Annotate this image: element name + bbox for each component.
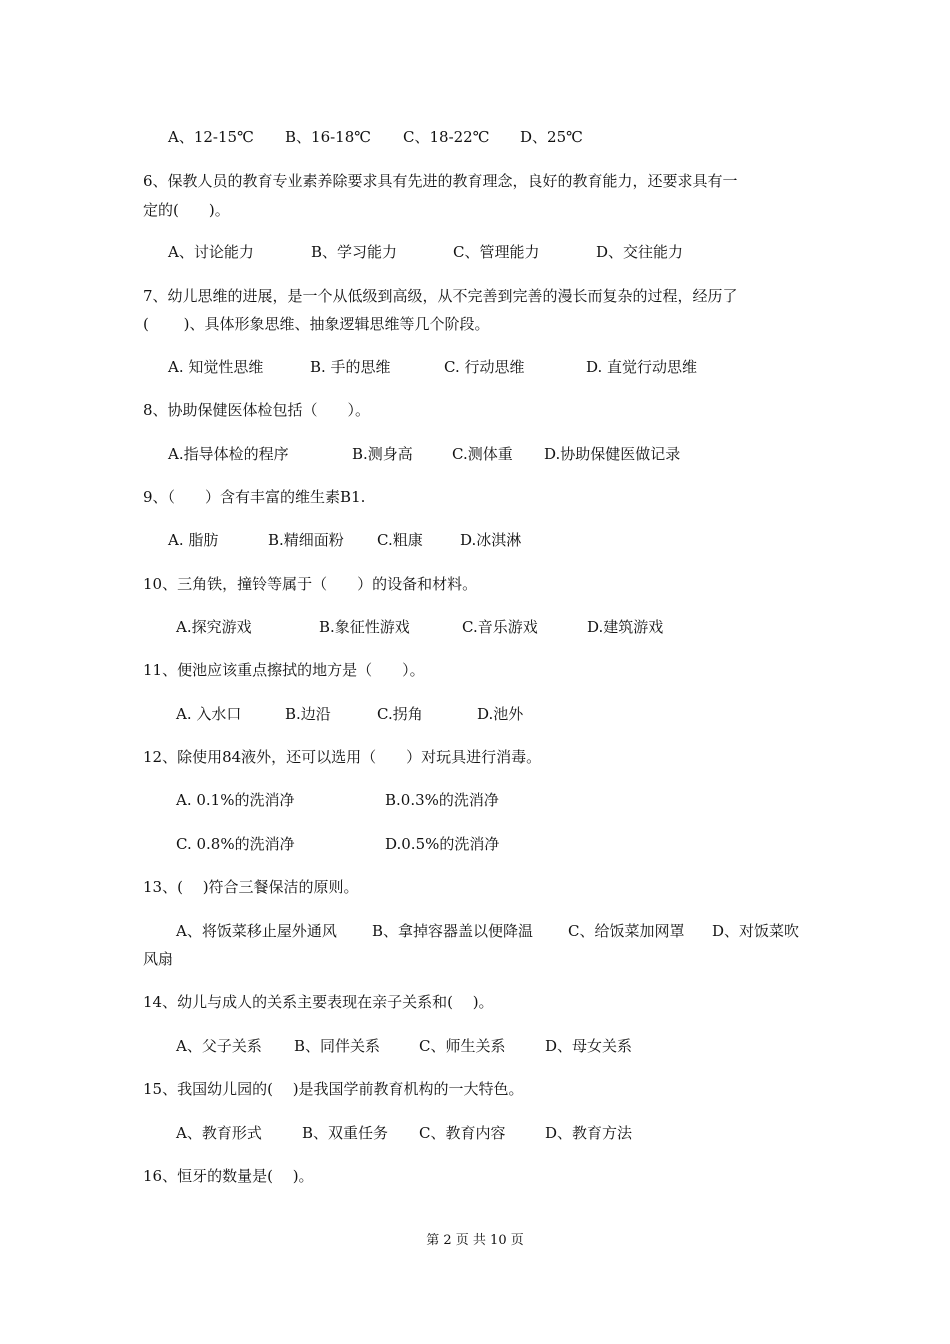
option-a: A. 知觉性思维 (168, 358, 264, 376)
option-c: C、给饭菜加网罩 (568, 922, 685, 940)
option-d: D、母女关系 (545, 1037, 633, 1055)
option-c: C、18-22℃ (403, 128, 490, 146)
q10-stem: 10、三角铁，撞铃等属于（ ）的设备和材料。 (143, 575, 478, 593)
page-number-footer: 第 2 页 共 10 页 (426, 1233, 524, 1248)
q13-options-continuation: 风扇 (143, 950, 174, 968)
option-d: D、教育方法 (545, 1124, 633, 1142)
option-a: A、12-15℃ (168, 128, 254, 146)
option-c: C.测体重 (452, 445, 513, 463)
option-d: D.冰淇淋 (460, 531, 522, 549)
option-d: D、交往能力 (596, 243, 684, 261)
option-c: C. 0.8%的洗消净 (176, 835, 295, 853)
q12-stem: 12、除使用84液外，还可以选用（ ）对玩具进行消毒。 (143, 748, 542, 766)
option-a: A. 0.1%的洗消净 (176, 791, 295, 809)
option-b: B、同伴关系 (294, 1037, 381, 1055)
option-c: C、师生关系 (419, 1037, 506, 1055)
q9-stem: 9、（ ）含有丰富的维生素B1. (143, 488, 366, 506)
option-a: A、父子关系 (176, 1037, 262, 1055)
option-d: D、对饭菜吹 (712, 922, 800, 940)
q7-stem-line2: ( )、具体形象思维、抽象逻辑思维等几个阶段。 (143, 315, 490, 333)
option-b: B.象征性游戏 (319, 618, 410, 636)
option-b: B.精细面粉 (268, 531, 344, 549)
option-b: B、学习能力 (311, 243, 398, 261)
option-c: C.音乐游戏 (462, 618, 538, 636)
option-c: C.拐角 (377, 705, 423, 723)
q11-stem: 11、便池应该重点擦拭的地方是（ ）。 (143, 661, 425, 679)
option-d: D.协助保健医做记录 (544, 445, 681, 463)
option-c: C. 行动思维 (444, 358, 525, 376)
option-b: B、拿掉容器盖以便降温 (372, 922, 534, 940)
q7-stem-line1: 7、幼儿思维的进展，是一个从低级到高级，从不完善到完善的漫长而复杂的过程，经历了 (143, 287, 738, 305)
q15-stem: 15、我国幼儿园的( )是我国学前教育机构的一大特色。 (143, 1080, 524, 1098)
option-c: C、教育内容 (419, 1124, 506, 1142)
option-a: A、将饭菜移止屋外通风 (176, 922, 337, 940)
option-b: B.边沿 (285, 705, 331, 723)
option-a: A.探究游戏 (176, 618, 252, 636)
q16-stem: 16、恒牙的数量是( )。 (143, 1167, 314, 1185)
option-d: D、25℃ (520, 128, 583, 146)
option-d: D. 直觉行动思维 (586, 358, 698, 376)
q13-stem: 13、( )符合三餐保洁的原则。 (143, 878, 359, 896)
q6-stem-line2: 定的( )。 (143, 201, 230, 219)
option-b: B.0.3%的洗消净 (385, 791, 499, 809)
q6-stem-line1: 6、保教人员的教育专业素养除要求具有先进的教育理念，良好的教育能力，还要求具有一 (143, 172, 738, 190)
option-a: A. 入水口 (176, 705, 242, 723)
option-b: B.测身高 (352, 445, 413, 463)
option-d: D.建筑游戏 (587, 618, 664, 636)
option-b: B. 手的思维 (310, 358, 391, 376)
option-c: C.粗康 (377, 531, 423, 549)
option-d: D.池外 (477, 705, 524, 723)
q8-stem: 8、协助保健医体检包括（ ）。 (143, 401, 371, 419)
option-c: C、管理能力 (453, 243, 540, 261)
option-b: B、双重任务 (302, 1124, 389, 1142)
option-a: A、讨论能力 (168, 243, 254, 261)
option-a: A、教育形式 (176, 1124, 262, 1142)
option-d: D.0.5%的洗消净 (385, 835, 500, 853)
option-a: A.指导体检的程序 (168, 445, 289, 463)
q14-stem: 14、幼儿与成人的关系主要表现在亲子关系和( )。 (143, 993, 494, 1011)
option-a: A. 脂肪 (168, 531, 219, 549)
option-b: B、16-18℃ (285, 128, 372, 146)
